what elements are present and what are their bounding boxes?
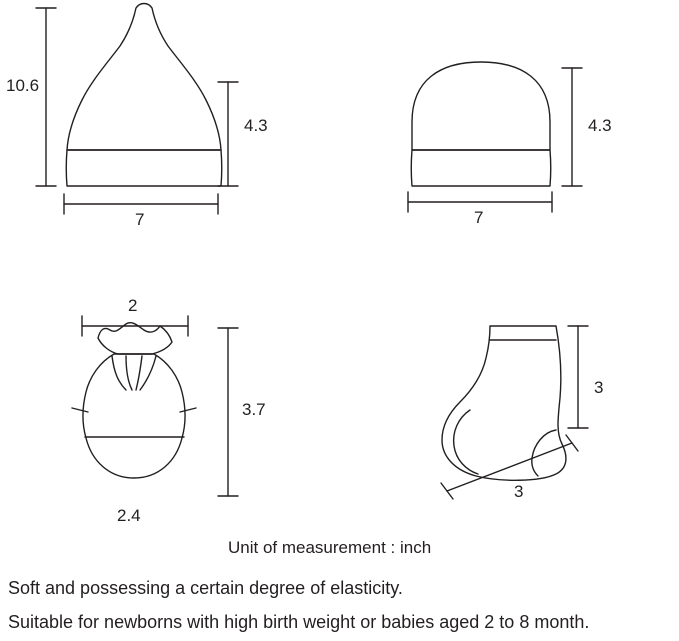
sock-length-dimension — [441, 435, 578, 499]
pointed-hat-brim-height-dimension — [218, 82, 238, 186]
mitten-top-width-dimension — [82, 316, 188, 336]
mitten-height-label: 3.7 — [242, 400, 266, 419]
round-beanie-width-label: 7 — [474, 208, 484, 227]
mitten-width-label: 2.4 — [117, 506, 141, 525]
pointed-hat-total-height-label: 10.6 — [6, 76, 40, 95]
pointed-hat-width-label: 7 — [135, 210, 145, 229]
round-beanie-height-dimension — [562, 68, 582, 186]
mitten-top-width-label: 2 — [128, 296, 138, 315]
pointed-hat-brim-height-label: 4.3 — [244, 116, 268, 135]
pointed-hat-shape — [66, 4, 222, 187]
sock-height-dimension — [568, 326, 588, 428]
mitten-shape — [72, 323, 196, 478]
sock-length-label: 3 — [514, 482, 524, 501]
description-line-2: Suitable for newborns with high birth weight or babies aged 2 to 8 month. — [8, 612, 590, 632]
round-beanie-height-label: 4.3 — [588, 116, 612, 135]
sock-shape — [442, 326, 566, 480]
pointed-hat-total-height-dimension — [36, 8, 56, 186]
round-beanie-shape — [411, 62, 551, 186]
description-line-1: Soft and possessing a certain degree of elasticity. — [8, 578, 403, 598]
mitten-height-dimension — [218, 328, 238, 496]
unit-of-measurement-caption: Unit of measurement : inch — [228, 538, 432, 557]
sock-height-label: 3 — [594, 378, 604, 397]
